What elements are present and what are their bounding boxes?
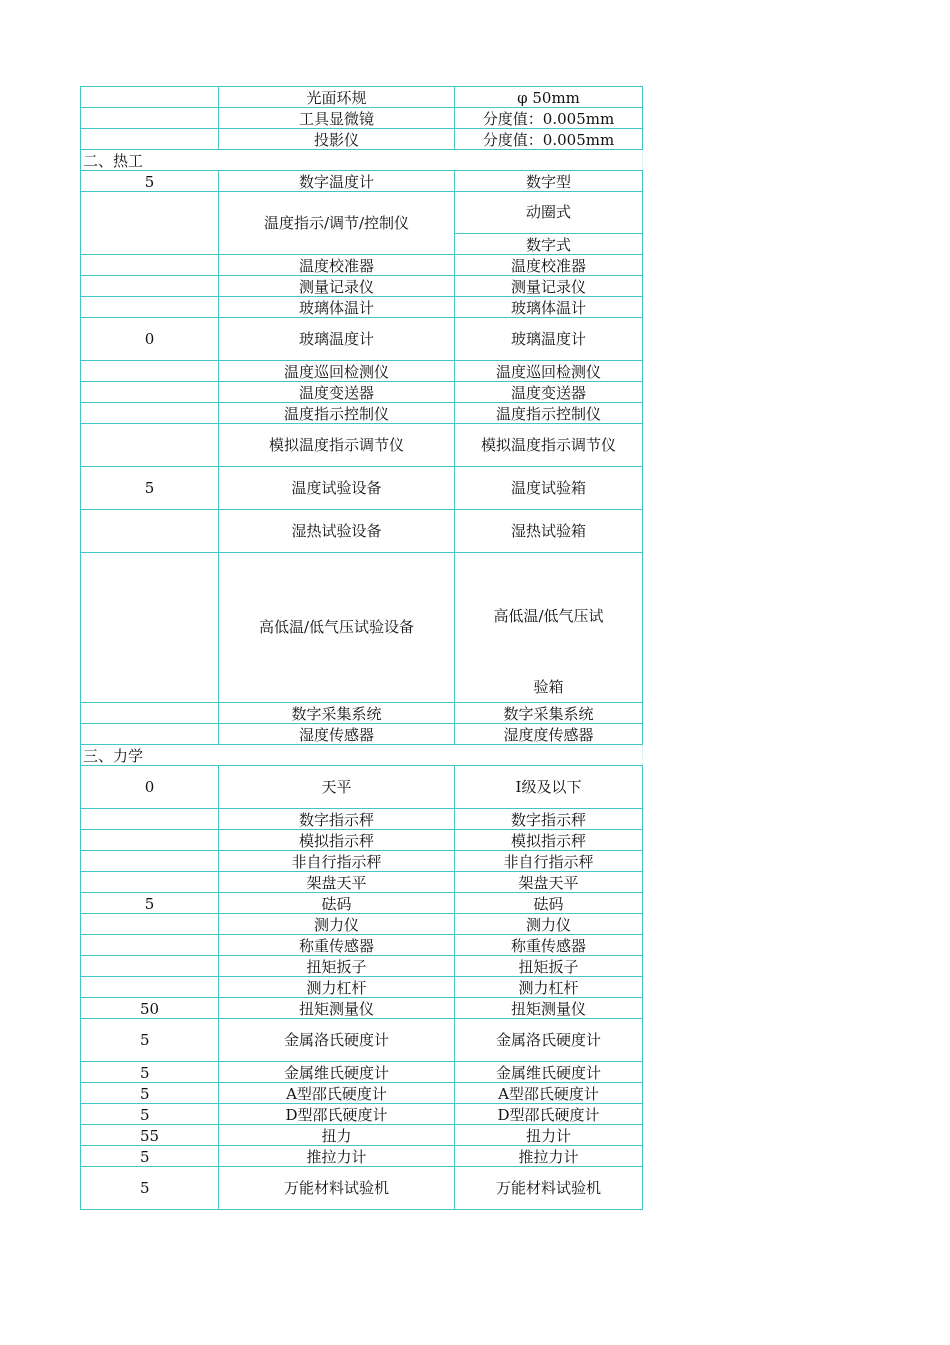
cell-instrument[interactable]: 金属洛氏硬度计 <box>219 1019 455 1062</box>
table-row <box>81 1083 643 1104</box>
cell-spec[interactable]: 测力杠杆 <box>455 977 643 998</box>
cell-instrument[interactable]: 测量记录仪 <box>219 276 455 297</box>
cell-value[interactable]: 5 <box>81 1104 219 1125</box>
cell-value[interactable]: 5 <box>81 1062 219 1083</box>
cell-spec[interactable]: 玻璃体温计 <box>455 297 643 318</box>
table-row <box>81 192 643 234</box>
cell-instrument[interactable]: 高低温/低气压试验设备 <box>219 553 455 703</box>
cell-value[interactable] <box>81 87 219 108</box>
cell-value[interactable] <box>81 276 219 297</box>
cell-spec[interactable]: Ⅰ级及以下 <box>455 766 643 809</box>
cell-spec[interactable]: φ 50mm <box>455 87 643 108</box>
table-row <box>81 977 643 998</box>
table-row <box>81 851 643 872</box>
cell-spec[interactable]: 测量记录仪 <box>455 276 643 297</box>
cell-spec[interactable]: 测力仪 <box>455 914 643 935</box>
cell-spec[interactable]: 温度试验箱 <box>455 467 643 510</box>
table-row <box>81 1062 643 1083</box>
cell-spec[interactable]: 温度变送器 <box>455 382 643 403</box>
table-row <box>81 1167 643 1210</box>
table-row <box>81 872 643 893</box>
table-row <box>81 935 643 956</box>
cell-instrument[interactable]: 称重传感器 <box>219 935 455 956</box>
cell-spec[interactable]: 数字式 <box>455 234 643 255</box>
cell-instrument[interactable]: 温度校准器 <box>219 255 455 276</box>
table-row <box>81 1125 643 1146</box>
section-row-thermal <box>81 150 643 171</box>
cell-spec[interactable]: 数字指示秤 <box>455 809 643 830</box>
table-row <box>81 361 643 382</box>
cell-instrument[interactable]: 非自行指示秤 <box>219 851 455 872</box>
cell-spec[interactable]: 温度巡回检测仪 <box>455 361 643 382</box>
table-row <box>81 553 643 703</box>
table-row <box>81 724 643 745</box>
cell-value[interactable] <box>81 108 219 129</box>
cell-instrument[interactable]: 万能材料试验机 <box>219 1167 455 1210</box>
section-header-mechanics[interactable]: 三、力学 <box>81 745 643 766</box>
cell-spec[interactable]: 称重传感器 <box>455 935 643 956</box>
cell-value[interactable]: 5 <box>81 171 219 192</box>
cell-spec[interactable]: 动圈式 <box>455 192 643 234</box>
cell-instrument[interactable]: 光面环规 <box>219 87 455 108</box>
cell-instrument[interactable]: 湿度传感器 <box>219 724 455 745</box>
cell-instrument[interactable]: 测力仪 <box>219 914 455 935</box>
cell-value[interactable] <box>81 424 219 467</box>
instrument-table <box>80 86 643 1210</box>
cell-instrument[interactable]: 扭矩测量仪 <box>219 998 455 1019</box>
table-row <box>81 403 643 424</box>
cell-spec[interactable]: 模拟指示秤 <box>455 830 643 851</box>
cell-spec[interactable]: 万能材料试验机 <box>455 1167 643 1210</box>
table-row <box>81 703 643 724</box>
cell-instrument[interactable]: 模拟指示秤 <box>219 830 455 851</box>
table-row <box>81 276 643 297</box>
cell-instrument[interactable]: 推拉力计 <box>219 1146 455 1167</box>
cell-instrument[interactable]: 温度巡回检测仪 <box>219 361 455 382</box>
table-row <box>81 914 643 935</box>
cell-spec[interactable]: 扭矩扳子 <box>455 956 643 977</box>
cell-value[interactable]: 5 <box>81 1167 219 1210</box>
table-row <box>81 255 643 276</box>
cell-instrument[interactable]: 天平 <box>219 766 455 809</box>
cell-instrument[interactable]: 扭矩扳子 <box>219 956 455 977</box>
cell-instrument[interactable]: 温度试验设备 <box>219 467 455 510</box>
cell-spec[interactable]: 模拟温度指示调节仪 <box>455 424 643 467</box>
cell-instrument[interactable]: 数字采集系统 <box>219 703 455 724</box>
table-row <box>81 1146 643 1167</box>
cell-spec[interactable]: 湿度度传感器 <box>455 724 643 745</box>
cell-spec[interactable]: 非自行指示秤 <box>455 851 643 872</box>
cell-value[interactable] <box>81 977 219 998</box>
cell-value[interactable] <box>81 956 219 977</box>
table-row <box>81 1019 643 1062</box>
cell-instrument[interactable]: 砝码 <box>219 893 455 914</box>
table-row <box>81 171 643 192</box>
cell-instrument[interactable]: 湿热试验设备 <box>219 510 455 553</box>
cell-instrument[interactable]: 温度变送器 <box>219 382 455 403</box>
cell-instrument[interactable]: 玻璃温度计 <box>219 318 455 361</box>
cell-value[interactable] <box>81 129 219 150</box>
table-row <box>81 510 643 553</box>
cell-value[interactable] <box>81 935 219 956</box>
cell-spec[interactable]: 数字型 <box>455 171 643 192</box>
cell-instrument[interactable]: 投影仪 <box>219 129 455 150</box>
cell-spec-line-2: 验箱 <box>533 678 564 696</box>
cell-spec[interactable]: 湿热试验箱 <box>455 510 643 553</box>
cell-instrument[interactable]: D型邵氏硬度计 <box>219 1104 455 1125</box>
cell-value[interactable]: 5 <box>81 1019 219 1062</box>
table-row <box>81 129 643 150</box>
spreadsheet-page <box>80 86 642 1210</box>
cell-value[interactable] <box>81 403 219 424</box>
cell-instrument[interactable]: 架盘天平 <box>219 872 455 893</box>
cell-spec[interactable]: 温度校准器 <box>455 255 643 276</box>
cell-value[interactable]: 0 <box>81 766 219 809</box>
cell-spec[interactable]: 温度指示控制仪 <box>455 403 643 424</box>
cell-spec[interactable]: 扭矩测量仪 <box>455 998 643 1019</box>
cell-instrument[interactable]: 数字温度计 <box>219 171 455 192</box>
cell-value[interactable] <box>81 553 219 703</box>
table-row <box>81 467 643 510</box>
cell-value[interactable] <box>81 872 219 893</box>
table-row <box>81 1104 643 1125</box>
section-row-mechanics <box>81 745 643 766</box>
cell-spec[interactable]: 分度值：0.005mm <box>455 129 643 150</box>
cell-value[interactable] <box>81 703 219 724</box>
cell-instrument[interactable]: 数字指示秤 <box>219 809 455 830</box>
cell-instrument[interactable]: 模拟温度指示调节仪 <box>219 424 455 467</box>
cell-spec[interactable]: A型邵氏硬度计 <box>455 1083 643 1104</box>
cell-instrument[interactable]: 玻璃体温计 <box>219 297 455 318</box>
cell-spec[interactable]: 分度值：0.005mm <box>455 108 643 129</box>
table-row <box>81 956 643 977</box>
table-row <box>81 809 643 830</box>
cell-instrument[interactable]: 测力杠杆 <box>219 977 455 998</box>
section-header-thermal[interactable]: 二、热工 <box>81 150 643 171</box>
cell-value[interactable] <box>81 382 219 403</box>
cell-spec[interactable]: 架盘天平 <box>455 872 643 893</box>
cell-value[interactable] <box>81 851 219 872</box>
cell-value[interactable] <box>81 297 219 318</box>
cell-instrument[interactable]: 金属维氏硬度计 <box>219 1062 455 1083</box>
cell-instrument[interactable]: 温度指示控制仪 <box>219 403 455 424</box>
cell-spec[interactable]: 扭力计 <box>455 1125 643 1146</box>
table-row <box>81 766 643 809</box>
table-row <box>81 87 643 108</box>
cell-value[interactable]: 55 <box>81 1125 219 1146</box>
cell-spec[interactable]: 金属维氏硬度计 <box>455 1062 643 1083</box>
cell-spec[interactable]: D型邵氏硬度计 <box>455 1104 643 1125</box>
cell-spec[interactable]: 玻璃温度计 <box>455 318 643 361</box>
table-row <box>81 830 643 851</box>
cell-value[interactable] <box>81 192 219 255</box>
cell-value[interactable]: 5 <box>81 1083 219 1104</box>
table-row <box>81 318 643 361</box>
cell-instrument[interactable]: 工具显微镜 <box>219 108 455 129</box>
cell-value[interactable]: 5 <box>81 1146 219 1167</box>
table-row <box>81 893 643 914</box>
cell-value[interactable] <box>81 255 219 276</box>
cell-spec[interactable]: 推拉力计 <box>455 1146 643 1167</box>
cell-value[interactable] <box>81 510 219 553</box>
table-row <box>81 998 643 1019</box>
table-row <box>81 382 643 403</box>
cell-value[interactable]: 5 <box>81 467 219 510</box>
cell-instrument[interactable]: A型邵氏硬度计 <box>219 1083 455 1104</box>
table-row <box>81 297 643 318</box>
table-row <box>81 108 643 129</box>
cell-spec[interactable]: 金属洛氏硬度计 <box>455 1019 643 1062</box>
cell-spec[interactable]: 砝码 <box>455 893 643 914</box>
cell-value[interactable] <box>81 724 219 745</box>
cell-value[interactable]: 0 <box>81 318 219 361</box>
cell-value[interactable] <box>81 361 219 382</box>
cell-value[interactable] <box>81 914 219 935</box>
cell-spec[interactable] <box>455 553 643 703</box>
cell-value[interactable]: 5 <box>81 893 219 914</box>
cell-instrument[interactable]: 温度指示/调节/控制仪 <box>219 192 455 255</box>
cell-spec[interactable]: 数字采集系统 <box>455 703 643 724</box>
cell-value[interactable]: 50 <box>81 998 219 1019</box>
cell-value[interactable] <box>81 830 219 851</box>
cell-spec-line-1: 高低温/低气压试 <box>493 607 604 625</box>
cell-value[interactable] <box>81 809 219 830</box>
table-row <box>81 424 643 467</box>
cell-instrument[interactable]: 扭力 <box>219 1125 455 1146</box>
